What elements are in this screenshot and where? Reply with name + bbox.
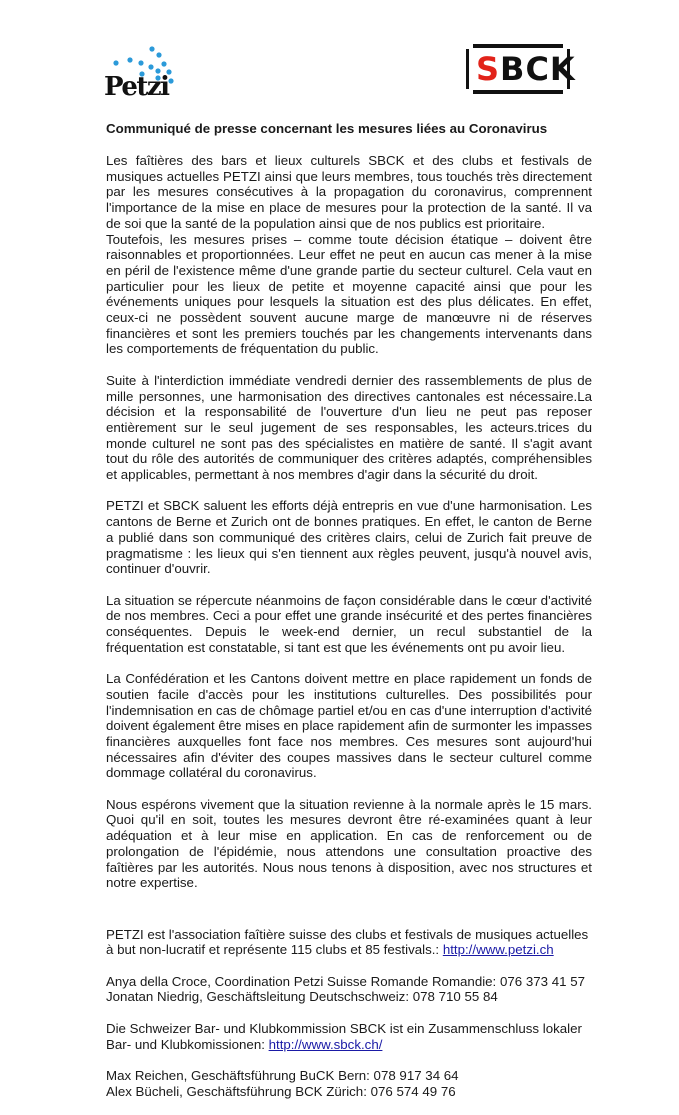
sbck-wordmark: [476, 50, 576, 88]
paragraph-support-fund: La Confédération et les Cantons doivent mettre en place rapidement un fonds de soutien facile d'accès pour les institutions culturelles. Des possibilités pour l'indemnisation en cas de chômage partiel et/ou en cas d'une interruption d'activité doivent également être mises en place rapidement afin de surmonter les impasses financières auxquelles font face nos membres. Ces mesures sont aujourd'hui nécessaires afin d'éviter des coupes massives dans le secteur culturel comme dommage collatéral du coronavirus.: [106, 671, 592, 781]
sbck-contact-bern: Max Reichen, Geschäftsführung BuCK Bern: 078 917 34 64: [106, 1067, 459, 1083]
sbck-frame-bottom: [473, 90, 563, 94]
sbck-frame-top: [473, 44, 563, 48]
sbck-letters-bck: BCK: [500, 50, 576, 88]
sbck-contact-zurich: Alex Bücheli, Geschäftsführung BCK Zürich: 076 574 49 76: [106, 1083, 456, 1099]
sbck-frame-left: [466, 49, 469, 89]
sbck-website-link[interactable]: http://www.sbck.ch/: [268, 1036, 383, 1052]
sbck-logo: [466, 44, 576, 94]
paragraph-intro: Les faîtières des bars et lieux culturels SBCK et des clubs et festivals de musiques actuelles PETZI ainsi que leurs membres, tous touchés très directement par les mesures consécutives à la propagation du coronavirus, comprennent l'importance de la mise en place de mesures pour la protection de la santé. Il va de soi que la santé de la population ainsi que de nos publics est prioritaire.: [106, 153, 592, 231]
petzi-about-text: PETZI est l'association faîtière suisse des clubs et festivals de musiques actuelles à but non-lucratif et représente 115 clubs et 85 festivals.:: [106, 926, 589, 958]
document-body: [106, 121, 592, 1115]
paragraph-financial-impact: La situation se répercute néanmoins de façon considérable dans le cœur d'activité de nos membres. Ceci a pour effet une grande insécurité et des pertes financières conséquentes. Depuis le week-end dernier, un recul substantiel de la fréquentation est constatable, si tant est que les événements ont pu avoir lieu.: [106, 592, 592, 655]
paragraph-measures-proportionate: Toutefois, les mesures prises – comme toute décision étatique – doivent être raisonnables et proportionnées. Leur effet ne peut en aucun cas mener à la mise en péril de l'existence même d'une grande partie du secteur culturel. Cela vaut en particulier pour les lieux de petite et moyenne capacité ainsi que pour les événements uniques pour lesquels la situation est des plus délicates. En effet, ceux-ci ne possèdent souvent aucune marge de manœuvre ni de réserves financières et sont les premiers touchés par les changements intervenants dans les comportements de fréquentation du public.: [106, 231, 592, 357]
petzi-contact-romandie: Anya della Croce, Coordination Petzi Suisse Romande Romandie: 076 373 41 57: [106, 973, 585, 989]
paragraph-cantons-practices: PETZI et SBCK saluent les efforts déjà entrepris en vue d'une harmonisation. Les cantons de Berne et Zurich ont de bonnes pratiques. En effet, le canton de Berne a publié dans son communiqué des critères clairs, celui de Zurich fait preuve de pragmatisme : les lieux qui s'en tiennent aux règles peuvent, jusqu'à nouvel avis, continuer d'ouvrir.: [106, 498, 592, 577]
sbck-letter-s: S: [476, 50, 501, 88]
paragraph-outlook: Nous espérons vivement que la situation revienne à la normale après le 15 mars. Quoi qu'il en soit, toutes les mesures devront être ré-examinées quant à leur adéquation et à leur mise en application. En cas de renforcement ou de prolongation de l'épidémie, nous attendons une consultation proactive des faîtières par les autorités. Nous nous tenons à disposition, avec nos structures et notre expertise.: [106, 796, 592, 891]
sbck-about-text: Die Schweizer Bar- und Klubkommission SBCK ist ein Zusammenschluss lokaler Bar- und Klubkomissionen:: [106, 1020, 582, 1052]
petzi-about: [106, 927, 592, 958]
document-title: Communiqué de presse concernant les mesures liées au Coronavirus: [106, 121, 548, 136]
section-spacer: [106, 907, 592, 927]
petzi-logo: [104, 44, 184, 102]
sbck-contacts: [106, 1068, 592, 1099]
petzi-website-link[interactable]: http://www.petzi.ch: [442, 942, 554, 958]
sbck-about: [106, 1021, 592, 1052]
petzi-wordmark: Petzi: [104, 72, 169, 102]
paragraph-harmonisation-needed: Suite à l'interdiction immédiate vendredi dernier des rassemblements de plus de mille personnes, une harmonisation des directives cantonales est nécessaire.La décision et la responsabilité de l'ouverture d'un lieu ne peut pas reposer entièrement sur le seul jugement de ses responsables, les acteurs.trices du monde culturel ne sont pas des spécialistes en matière de santé. Il s'agit avant tout du rôle des autorités de communiquer des critères adaptés, compréhensibles et applicables, permettant à nos membres d'agir dans la sécurité du droit.: [106, 372, 592, 483]
petzi-contacts: [106, 974, 592, 1005]
petzi-contact-deutschschweiz: Jonatan Niedrig, Geschäftsleitung Deutschschweiz: 078 710 55 84: [106, 989, 498, 1005]
